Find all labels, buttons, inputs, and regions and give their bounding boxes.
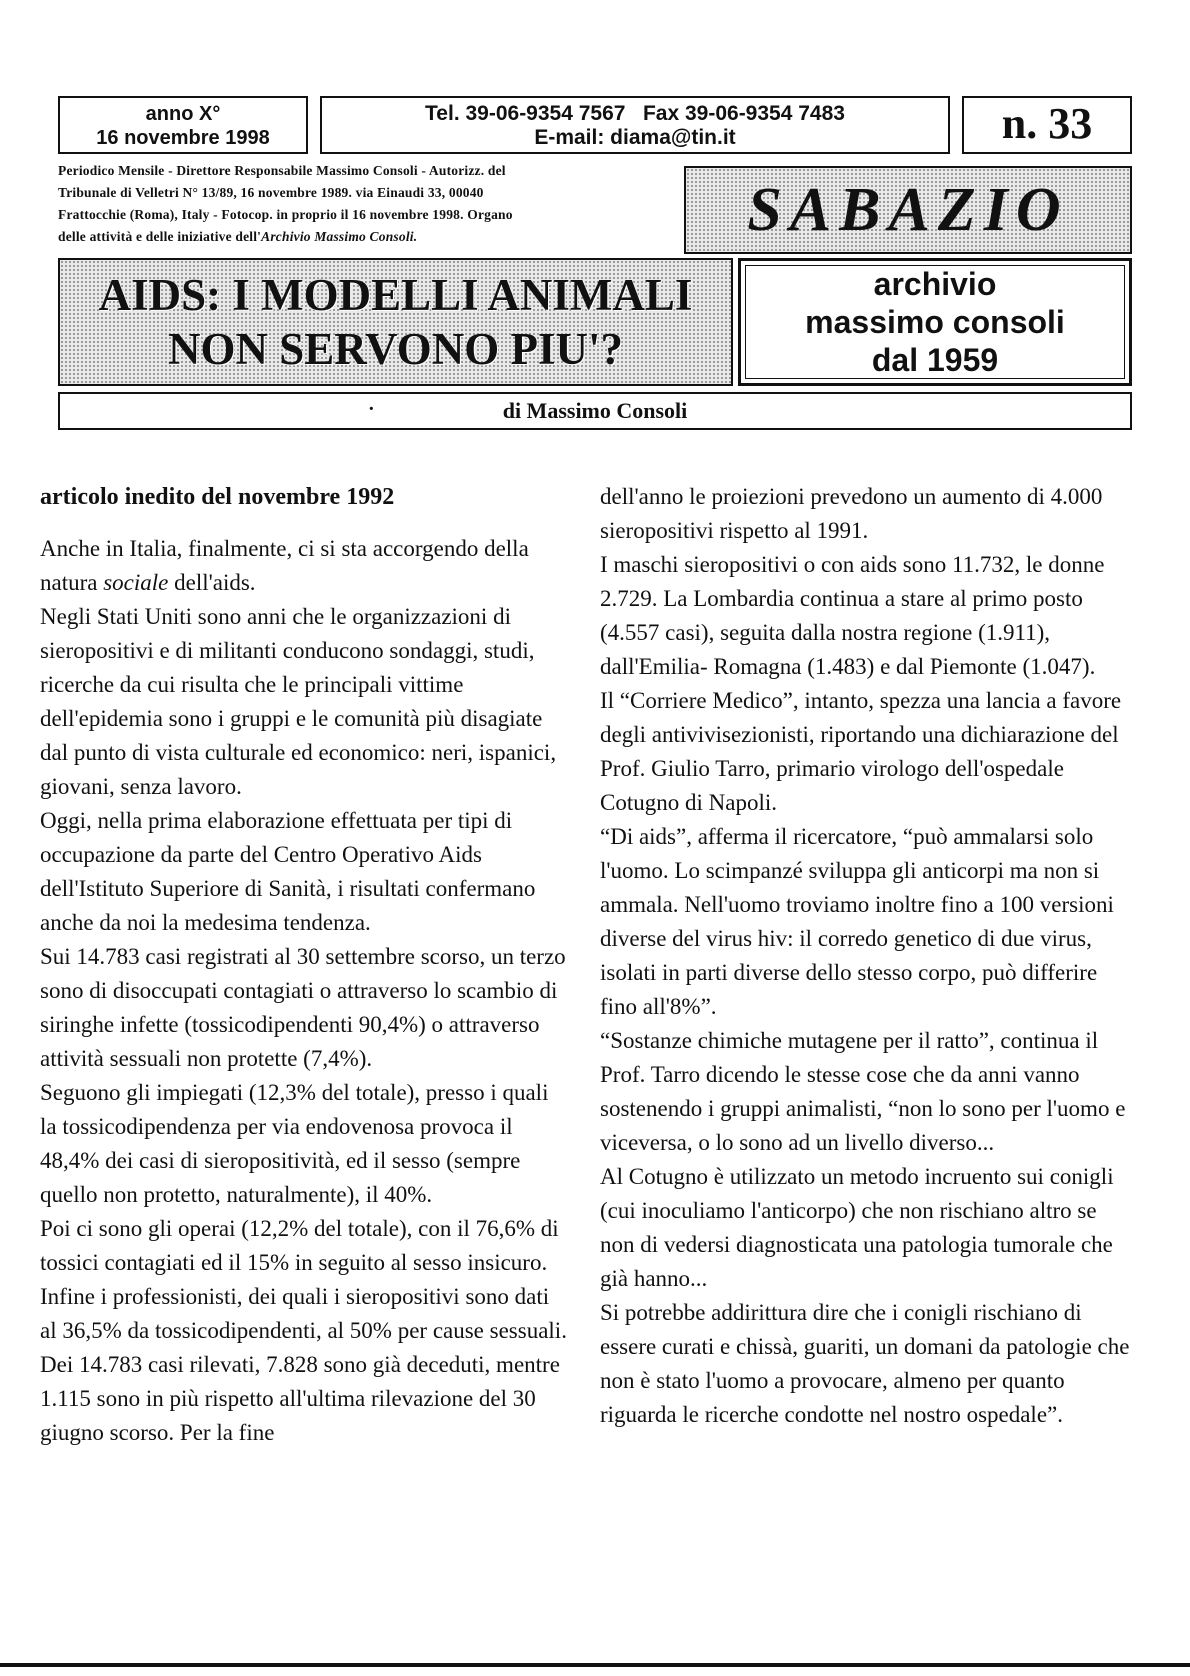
phone-fax: Tel. 39-06-9354 7567 Fax 39-06-9354 7483 xyxy=(425,102,845,125)
info-line: Tribunale di Velletri N° 13/89, 16 novembre 1989. via Einaudi 33, 00040 xyxy=(58,185,484,200)
byline-box xyxy=(58,392,1132,430)
paragraph: Si potrebbe addirittura dire che i conigli rischiano di essere curati e chissà, guariti, un domani da patologie che non è stato l'uomo a provocare, almeno per quanto riguarda le ricerche condotte nel nostro ospedale”. xyxy=(600,1300,1130,1427)
section-title: articolo inedito del novembre 1992 xyxy=(40,484,395,510)
info-line: Periodico Mensile - Direttore Responsabile Massimo Consoli - Autorizz. del xyxy=(58,163,506,178)
issue-number-box xyxy=(962,96,1132,154)
publication-info xyxy=(58,160,688,248)
info-line-italic: Archivio Massimo Consoli. xyxy=(261,229,418,244)
info-line-text: delle attività e delle iniziative dell' xyxy=(58,229,262,244)
paragraph-text: Anche in Italia, finalmente, ci si sta accorgendo della natura xyxy=(40,536,529,595)
paragraph: “Sostanze chimiche mutagene per il ratto”, continua il Prof. Tarro dicendo le stesse cose che da anni vanno sostenendo i gruppi animalisti, “non lo sono per l'uomo e viceversa, o lo sono ad un livello diverso... xyxy=(600,1028,1126,1155)
article-column-right xyxy=(600,480,1130,1432)
paragraph: Poi ci sono gli operai (12,2% del totale), con il 76,6% di tossici contagiati ed il 15% in seguito al sesso insicuro. xyxy=(40,1216,559,1275)
contact-box xyxy=(320,96,950,154)
sabazio-logo: SABAZIO xyxy=(747,175,1069,244)
headline-line-1: AIDS: I MODELLI ANIMALI xyxy=(98,270,693,320)
paragraph: dell'anno le proiezioni prevedono un aumento di 4.000 sieropositivi rispetto al 1991. xyxy=(600,484,1103,543)
italic-word: sociale xyxy=(103,570,169,595)
paragraph: Al Cotugno è utilizzato un metodo incruento sui conigli (cui inoculiamo l'anticorpo) che non rischiano altro se non di vedersi diagnosticata una patologia tumorale che già hanno... xyxy=(600,1164,1114,1291)
info-line xyxy=(58,226,688,248)
archive-line: dal 1959 xyxy=(871,342,999,378)
article-column-left xyxy=(40,480,570,1450)
email: E-mail: diama@tin.it xyxy=(534,126,736,149)
archive-line: massimo consoli xyxy=(805,304,1065,340)
issue-number: n. 33 xyxy=(1001,99,1093,148)
bottom-rule xyxy=(0,1663,1190,1667)
issue-date: 16 novembre 1998 xyxy=(96,127,270,149)
archive-line: archivio xyxy=(873,266,997,302)
byline-dot: · xyxy=(368,398,375,420)
paragraph-text: dell'aids. xyxy=(168,570,256,595)
byline-author: di Massimo Consoli xyxy=(502,398,688,423)
paragraph: Dei 14.783 casi rilevati, 7.828 sono già deceduti, mentre 1.115 sono in più rispetto all'ultima rilevazione del 30 giugno scorso. Per la fine xyxy=(40,1352,560,1445)
issue-box xyxy=(58,96,308,154)
archive-box xyxy=(738,258,1132,386)
paragraph xyxy=(40,532,570,600)
info-line: Frattocchie (Roma), Italy - Fotocop. in proprio il 16 novembre 1998. Organo xyxy=(58,207,513,222)
paragraph: Il “Corriere Medico”, intanto, spezza una lancia a favore degli antivivisezionisti, riportando una dichiarazione del Prof. Giulio Tarro, primario virologo dell'ospedale Cotugno di Napoli. xyxy=(600,688,1122,815)
paragraph: Oggi, nella prima elaborazione effettuata per tipi di occupazione da parte del Centro Operativo Aids dell'Istituto Superiore di Sanità, i risultati confermano anche da noi la medesima tendenza. xyxy=(40,808,536,935)
paragraph: Seguono gli impiegati (12,3% del totale), presso i quali la tossicodipendenza per via endovenosa provoca il 48,4% dei casi di sieropositività, ed il sesso (sempre quello non protetto, naturalmente), il 40%. xyxy=(40,1080,549,1207)
paragraph: Negli Stati Uniti sono anni che le organizzazioni di sieropositivi e di militanti conducono sondaggi, studi, ricerche da cui risulta che le principali vittime dell'epidemia sono i gruppi e le comunità più disagiate dal punto di vista culturale ed economico: neri, ispanici, giovani, senza lavoro. xyxy=(40,604,557,799)
paragraph: Infine i professionisti, dei quali i sieropositivi sono dati al 36,5% da tossicodipendenti, al 50% per cause sessuali. xyxy=(40,1284,567,1343)
logo-box xyxy=(684,166,1132,254)
headline-line-2: NON SERVONO PIU'? xyxy=(167,324,624,374)
paragraph: “Di aids”, afferma il ricercatore, “può ammalarsi solo l'uomo. Lo scimpanzé sviluppa gli anticorpi ma non si ammala. Nell'uomo troviamo inoltre fino a 100 versioni diverse del virus hiv: il corredo genetico di due virus, isolati in parti diverse dello stesso corpo, può differire fino all'8%”. xyxy=(600,824,1114,1019)
headline-box xyxy=(58,258,733,386)
paragraph: Sui 14.783 casi registrati al 30 settembre scorso, un terzo sono di disoccupati contagiati o attraverso lo scambio di siringhe infette (tossicodipendenti 90,4%) o attraverso attività sessuali non protette (7,4%). xyxy=(40,944,566,1071)
issue-year: anno X° xyxy=(145,103,221,125)
paragraph: I maschi sieropositivi o con aids sono 11.732, le donne 2.729. La Lombardia continua a stare al primo posto (4.557 casi), seguita dalla nostra regione (1.911), dall'Emilia- Romagna (1.483) e dal Piemonte (1.047). xyxy=(600,552,1105,679)
